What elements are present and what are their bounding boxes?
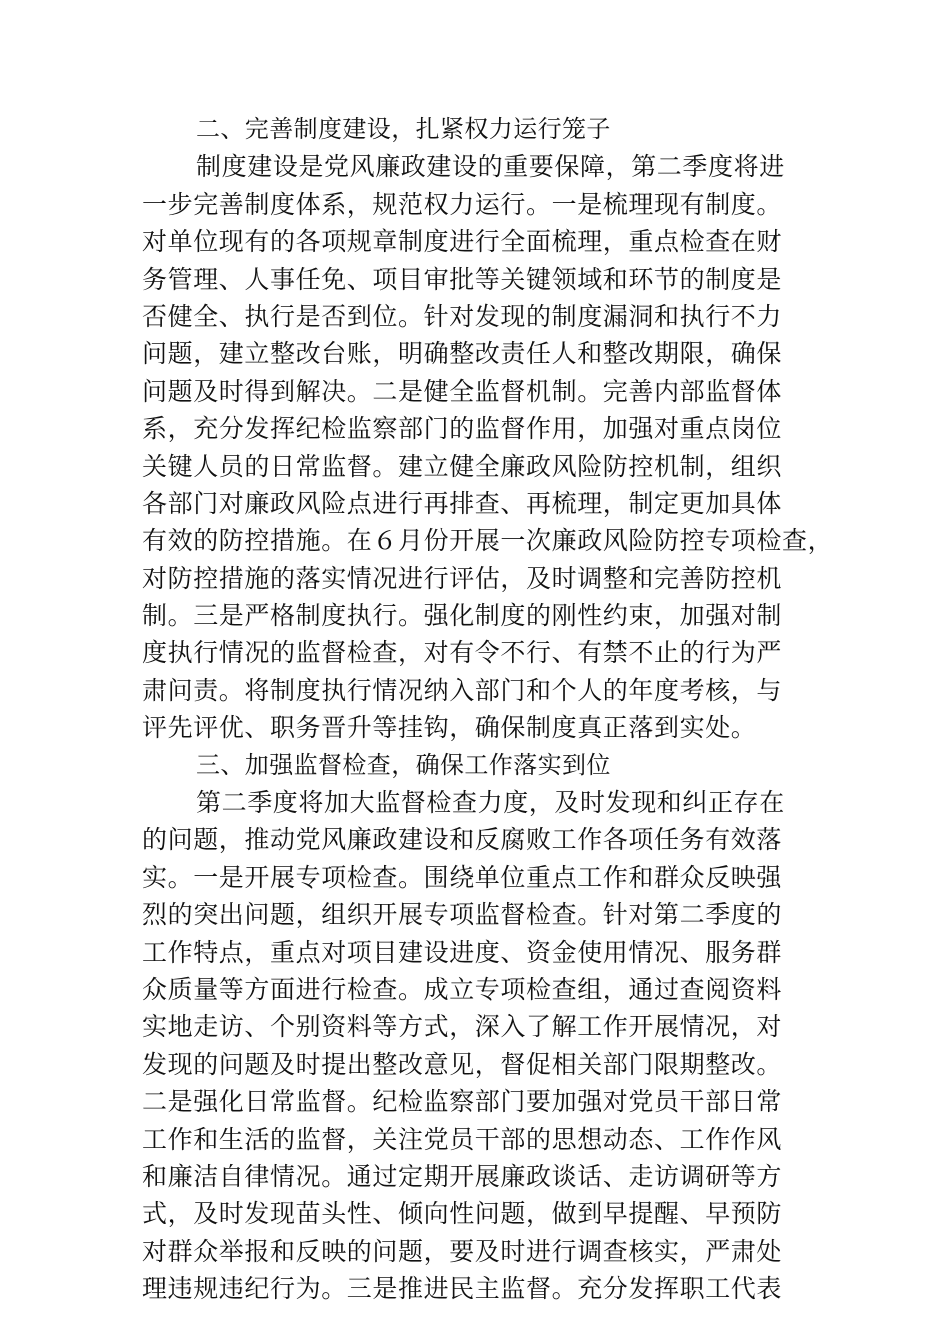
paragraph-line: 关键人员的日常监督。建立健全廉政风险防控机制，组织 xyxy=(142,451,783,481)
paragraph-line: 的问题，推动党风廉政建设和反腐败工作各项任务有效落 xyxy=(142,825,783,855)
paragraph-line: 肃问责。将制度执行情况纳入部门和个人的年度考核，与 xyxy=(142,675,783,705)
paragraph-line: 第二季度将加大监督检查力度，及时发现和纠正存在 xyxy=(196,788,785,818)
paragraph-line: 和廉洁自律情况。通过定期开展廉政谈话、走访调研等方 xyxy=(142,1161,783,1191)
paragraph-line: 制。三是严格制度执行。强化制度的刚性约束，加强对制 xyxy=(142,601,783,631)
paragraph-line: 制度建设是党风廉政建设的重要保障，第二季度将进 xyxy=(196,152,785,182)
paragraph-line: 问题，建立整改台账，明确整改责任人和整改期限，确保 xyxy=(142,339,783,369)
paragraph-line: 对防控措施的落实情况进行评估，及时调整和完善防控机 xyxy=(142,563,783,593)
paragraph-line: 式，及时发现苗头性、倾向性问题，做到早提醒、早预防 xyxy=(142,1199,783,1229)
paragraph-line: 对单位现有的各项规章制度进行全面梳理，重点检查在财 xyxy=(142,227,783,257)
paragraph-line: 有效的防控措施。在６月份开展一次廉政风险防控专项检查， xyxy=(142,526,834,556)
paragraph-line: 发现的问题及时提出整改意见，督促相关部门限期整改。 xyxy=(142,1049,783,1079)
paragraph-line: 实。一是开展专项检查。围绕单位重点工作和群众反映强 xyxy=(142,862,783,892)
section-heading: 二、完善制度建设，扎紧权力运行笼子 xyxy=(196,115,611,143)
paragraph-line: 二是强化日常监督。纪检监察部门要加强对党员干部日常 xyxy=(142,1087,783,1117)
section-heading: 三、加强监督检查，确保工作落实到位 xyxy=(196,750,611,779)
paragraph-line: 众质量等方面进行检查。成立专项检查组，通过查阅资料 xyxy=(142,974,783,1004)
document-body xyxy=(142,111,834,1308)
paragraph-line: 实地走访、个别资料等方式，深入了解工作开展情况，对 xyxy=(142,1012,783,1042)
paragraph-line: 系，充分发挥纪检监察部门的监督作用，加强对重点岗位 xyxy=(142,414,783,444)
paragraph-line: 工作和生活的监督，关注党员干部的思想动态、工作作风 xyxy=(142,1124,783,1154)
paragraph-line: 对群众举报和反映的问题，要及时进行调查核实，严肃处 xyxy=(142,1236,783,1266)
paragraph-line: 务管理、人事任免、项目审批等关键领域和环节的制度是 xyxy=(142,264,783,294)
paragraph-line: 度执行情况的监督检查，对有令不行、有禁不止的行为严 xyxy=(142,638,783,668)
paragraph-line: 一步完善制度体系，规范权力运行。一是梳理现有制度。 xyxy=(142,189,783,219)
paragraph-line: 各部门对廉政风险点进行再排查、再梳理，制定更加具体 xyxy=(142,488,783,518)
paragraph-line: 烈的突出问题，组织开展专项监督检查。针对第二季度的 xyxy=(142,900,783,930)
paragraph-line: 问题及时得到解决。二是健全监督机制。完善内部监督体 xyxy=(142,376,783,406)
paragraph-line: 理违规违纪行为。三是推进民主监督。充分发挥职工代表 xyxy=(142,1274,783,1304)
paragraph-line: 否健全、执行是否到位。针对发现的制度漏洞和执行不力 xyxy=(142,301,783,331)
paragraph-line: 评先评优、职务晋升等挂钩，确保制度真正落到实处。 xyxy=(142,713,757,743)
paragraph-line: 工作特点，重点对项目建设进度、资金使用情况、服务群 xyxy=(142,937,783,967)
